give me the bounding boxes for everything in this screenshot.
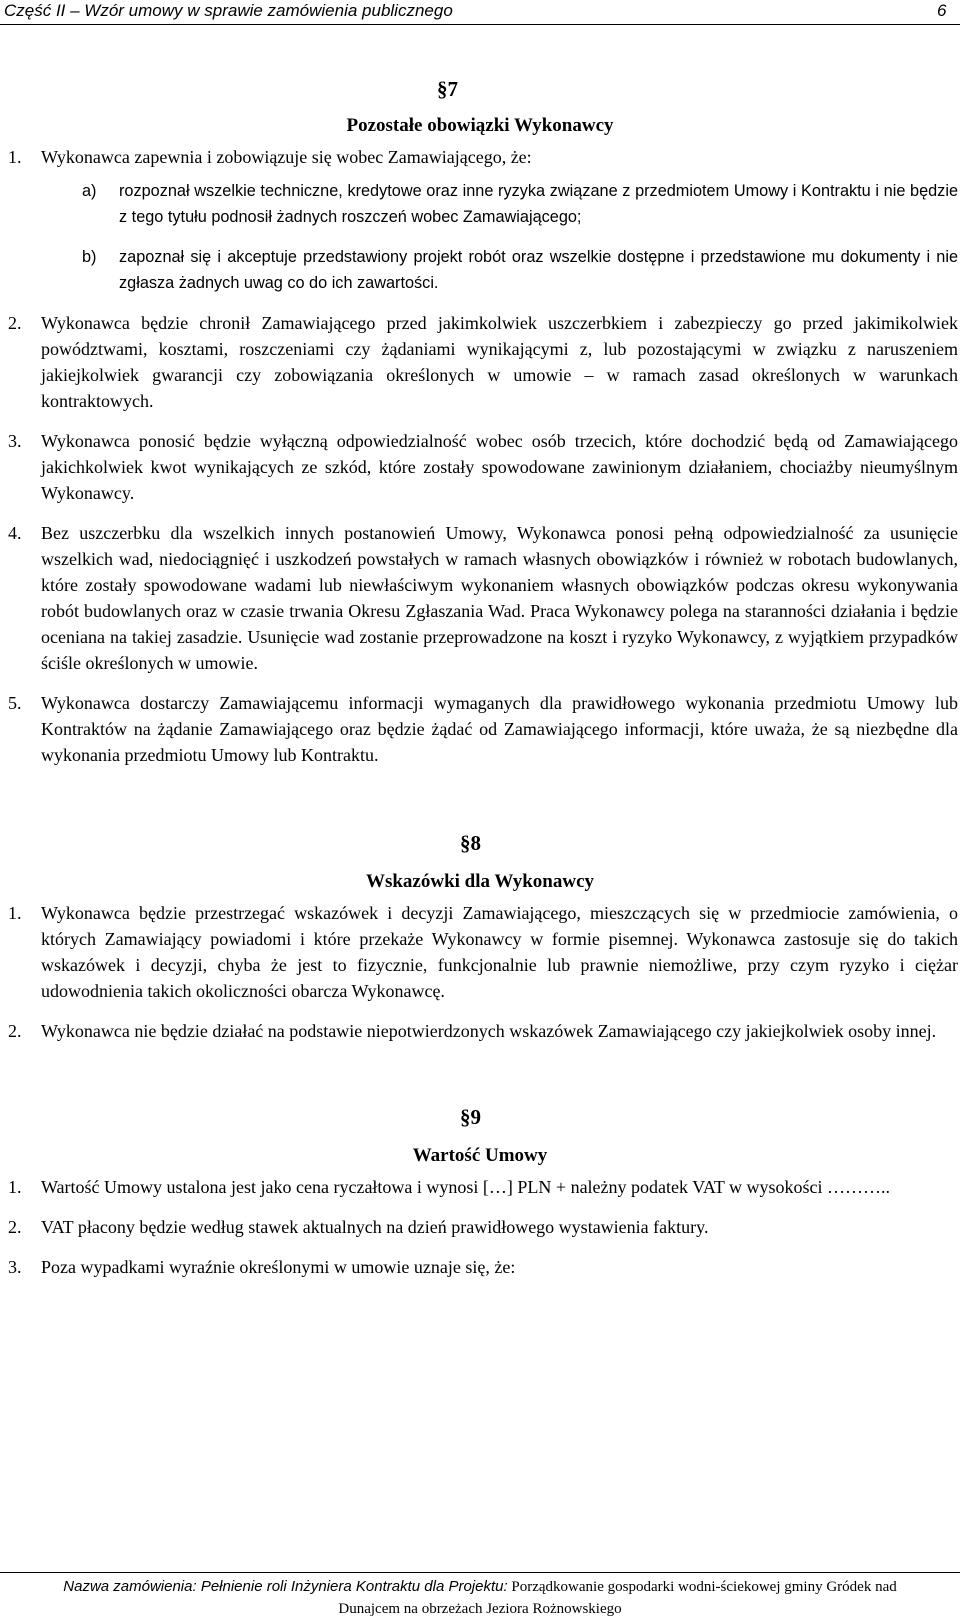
item-number: 5. — [8, 693, 22, 713]
item-text: Bez uszczerbku dla wszelkich innych postanowień Umowy, Wykonawca ponosi pełną odpowiedzialność za usunięcie wszelkich wad, niedociągnięć i uszkodzeń powstałych w ramach własnych obowiązków i również w robotach budowlanych, które zostały spowodowane wadami lub niewłaściwym wykonaniem własnych obowiązków podczas okresu wykonywania robót budowlanych oraz w czasie trwania Okresu Zgłaszania Wad. Praca Wykonawcy polega na staranności działania i będzie oceniana na takiej zasadzie. Usunięcie wad zostanie przeprowadzone na koszt i ryzyko Wykonawcy, z wyjątkiem przypadków ściśle określonych w umowie. — [41, 523, 958, 673]
item-number: 1. — [8, 1177, 22, 1197]
item-text: Wykonawca nie będzie działać na podstawie niepotwierdzonych wskazówek Zamawiającego czy jakiejkolwiek osoby innej. — [41, 1021, 937, 1041]
footer-rule — [0, 1572, 960, 1573]
item-text: Wykonawca będzie chronił Zamawiającego przed jakimkolwiek uszczerbkiem i zabezpieczy go przed jakimikolwiek powództwami, kosztami, roszczeniami czy żądaniami wynikającymi z, lub pozostającymi w związku z naruszeniem jakiejkolwiek gwarancji czy zobowiązania określonych w umowie – w ramach zasad określonych w warunkach kontraktowych. — [41, 313, 958, 411]
list-item — [0, 144, 960, 170]
item-text: Wykonawca ponosić będzie wyłączną odpowiedzialność wobec osób trzecich, które dochodzić będą od Zamawiającego jakichkolwiek kwot wynikających ze szkód, które zostały spowodowane zawinionym działaniem, chociażby nieumyślnym Wykonawcy. — [41, 431, 958, 503]
item-number: 2. — [8, 1021, 22, 1041]
item-number: 1. — [8, 147, 22, 167]
list-item — [0, 1018, 960, 1044]
sub-item-text: zapoznał się i akceptuje przedstawiony projekt robót oraz wszelkie dostępne i przedstawione mu dokumenty i nie zgłasza żadnych uwag co do ich zawartości. — [119, 248, 958, 292]
item-number: 4. — [8, 523, 22, 543]
item-text: Poza wypadkami wyraźnie określonymi w umowie uznaje się, że: — [41, 1257, 516, 1277]
page-body — [0, 76, 960, 1294]
section-number: §7 — [437, 77, 458, 101]
item-number: 1. — [8, 903, 22, 923]
item-number: 2. — [8, 1217, 22, 1237]
list-item — [0, 428, 960, 506]
section-number: §8 — [460, 831, 481, 855]
list-item — [0, 1174, 960, 1200]
page-number: 6 — [937, 1, 947, 20]
section-number: §9 — [460, 1105, 481, 1129]
item-text: Wartość Umowy ustalona jest jako cena ryczałtowa i wynosi […] PLN + należny podatek VAT w wysokości ……….. — [41, 1177, 891, 1197]
page-footer — [0, 1576, 960, 1620]
section-title: Wskazówki dla Wykonawcy — [365, 871, 595, 892]
section-7 — [0, 76, 960, 102]
item-number: 3. — [8, 431, 22, 451]
list-item — [0, 310, 960, 414]
section-title: Pozostałe obowiązki Wykonawcy — [346, 115, 614, 136]
project-name-part-1: Porządkowanie gospodarki wodni-ściekowej gminy Gródek nad — [511, 1579, 897, 1595]
section-8 — [0, 830, 960, 856]
list-item — [0, 1214, 960, 1240]
page-header — [0, 0, 960, 22]
sub-item-text: rozpoznał wszelkie techniczne, kredytowe oraz inne ryzyka związane z przedmiotem Umowy i Kontraktu i nie będzie z tego tytułu podnosił żadnych roszczeń wobec Zamawiającego; — [119, 182, 958, 226]
sub-item — [0, 244, 960, 296]
item-number: 2. — [8, 313, 22, 333]
section-title: Wartość Umowy — [412, 1145, 548, 1166]
item-text: VAT płacony będzie według stawek aktualnych na dzień prawidłowego wystawienia faktury. — [41, 1217, 709, 1237]
item-text: Wykonawca będzie przestrzegać wskazówek i decyzji Zamawiającego, mieszczących się w przedmiocie zamówienia, o których Zamawiający powiadomi i które przekaże Wykonawcy w formie pisemnej. Wykonawca zastosuje się do takich wskazówek i decyzji, chyba że jest to fizycznie, funkcjonalnie lub prawnie niemożliwe, przy czym ryzyko i ciężar udowodnienia takich okoliczności obarcza Wykonawcę. — [41, 903, 958, 1001]
footer-line-1 — [0, 1576, 960, 1598]
document-title: Część II – Wzór umowy w sprawie zamówienia publicznego — [4, 1, 453, 20]
sub-item-letter: b) — [82, 248, 97, 266]
footer-label: Nazwa zamówienia: Pełnienie roli Inżyniera Kontraktu dla Projektu: — [63, 1578, 508, 1595]
list-item — [0, 690, 960, 768]
section-9 — [0, 1104, 960, 1130]
sub-item-letter: a) — [82, 182, 97, 200]
item-text: Wykonawca dostarczy Zamawiającemu informacji wymaganych dla prawidłowego wykonania przedmiotu Umowy lub Kontraktów na żądanie Zamawiającego oraz będzie żądać od Zamawiającego informacji, które uważa, że są niezbędne dla wykonania przedmiotu Umowy lub Kontraktu. — [41, 693, 958, 765]
list-item — [0, 1254, 960, 1280]
item-number: 3. — [8, 1257, 22, 1277]
list-item — [0, 520, 960, 676]
sub-item — [0, 178, 960, 230]
project-name-part-2: Dunajcem na obrzeżach Jeziora Rożnowskiego — [338, 1601, 622, 1617]
header-rule — [0, 24, 960, 25]
list-item — [0, 900, 960, 1004]
item-text: Wykonawca zapewnia i zobowiązuje się wobec Zamawiającego, że: — [41, 147, 532, 167]
